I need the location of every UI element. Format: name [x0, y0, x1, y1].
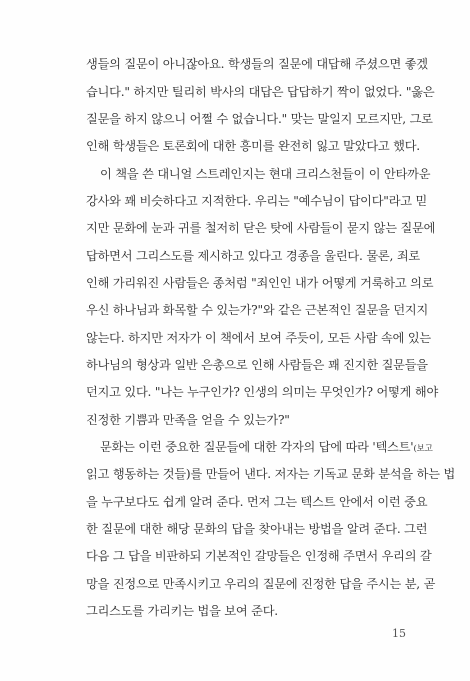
- text-fragment: 문화는 이런 중요한 질문들에 대한 각자의 답에 따라 '텍스트': [100, 440, 414, 454]
- inline-note: (보고: [413, 444, 433, 454]
- text-line: 지만 문화에 눈과 귀를 철저히 닫은 탓에 사람들이 묻지 않는 질문에: [86, 221, 436, 235]
- paragraph-start-line: [86, 441, 433, 454]
- text-line: 질문을 하지 않으니 어쩔 수 없습니다." 맞는 말일지 모르지만, 그로: [86, 112, 433, 126]
- text-line: 않는다. 하지만 저자가 이 책에서 보여 주듯이, 모든 사람 속에 있는: [86, 331, 431, 345]
- page-number: 15: [392, 627, 406, 640]
- text-line: 인해 학생들은 토론회에 대한 흥미를 완전히 잃고 말았다고 했다.: [86, 139, 420, 153]
- text-line: 던지고 있다. "나는 누구인가? 인생의 의미는 무엇인가? 어떻게 해야: [86, 385, 439, 399]
- text-line: 을 누구보다도 쉽게 알려 준다. 먼저 그는 텍스트 안에서 이런 중요: [86, 495, 428, 509]
- text-line: 강사와 꽤 비슷하다고 지적한다. 우리는 "예수님이 답이다"라고 믿: [86, 194, 428, 208]
- text-line: 읽고 행동하는 것들)를 만들어 낸다. 저자는 기독교 문화 분석을 하는 법: [86, 467, 456, 481]
- paragraph-start-line: 이 책을 쓴 대니얼 스트레인지는 현대 크리스천들이 이 안타까운: [100, 167, 431, 181]
- text-line: 그리스도를 가리키는 법을 보여 준다.: [86, 604, 278, 618]
- text-line: 한 질문에 대한 해당 문화의 답을 찾아내는 방법을 알려 준다. 그런: [86, 522, 428, 536]
- text-line: 인해 가리워진 사람들은 종처럼 "죄인인 내가 어떻게 거룩하고 의로: [86, 276, 434, 290]
- text-line: 습니다." 하지만 틸리히 박사의 대답은 답답하기 짝이 없었다. "옳은: [86, 85, 435, 99]
- text-line: 진정한 기쁨과 만족을 얻을 수 있는가?": [86, 413, 290, 427]
- text-line: 다음 그 답을 비판하되 기본적인 갈망들은 인정해 주면서 우리의 갈: [86, 549, 432, 563]
- text-line: 답하면서 그리스도를 제시하고 있다고 경종을 울린다. 물론, 죄로: [86, 249, 420, 263]
- text-line: 생들의 질문이 아니잖아요. 학생들의 질문에 대답해 주셨으면 좋겠: [86, 57, 428, 71]
- text-line: 하나님의 형상과 일반 은총으로 인해 사람들은 꽤 진지한 질문들을: [86, 358, 428, 372]
- text-line: 우신 하나님과 화목할 수 있는가?"와 같은 근본적인 질문을 던지지: [86, 303, 429, 317]
- text-line: 망을 진정으로 만족시키고 우리의 질문에 진정한 답을 주시는 분, 곧: [86, 577, 436, 591]
